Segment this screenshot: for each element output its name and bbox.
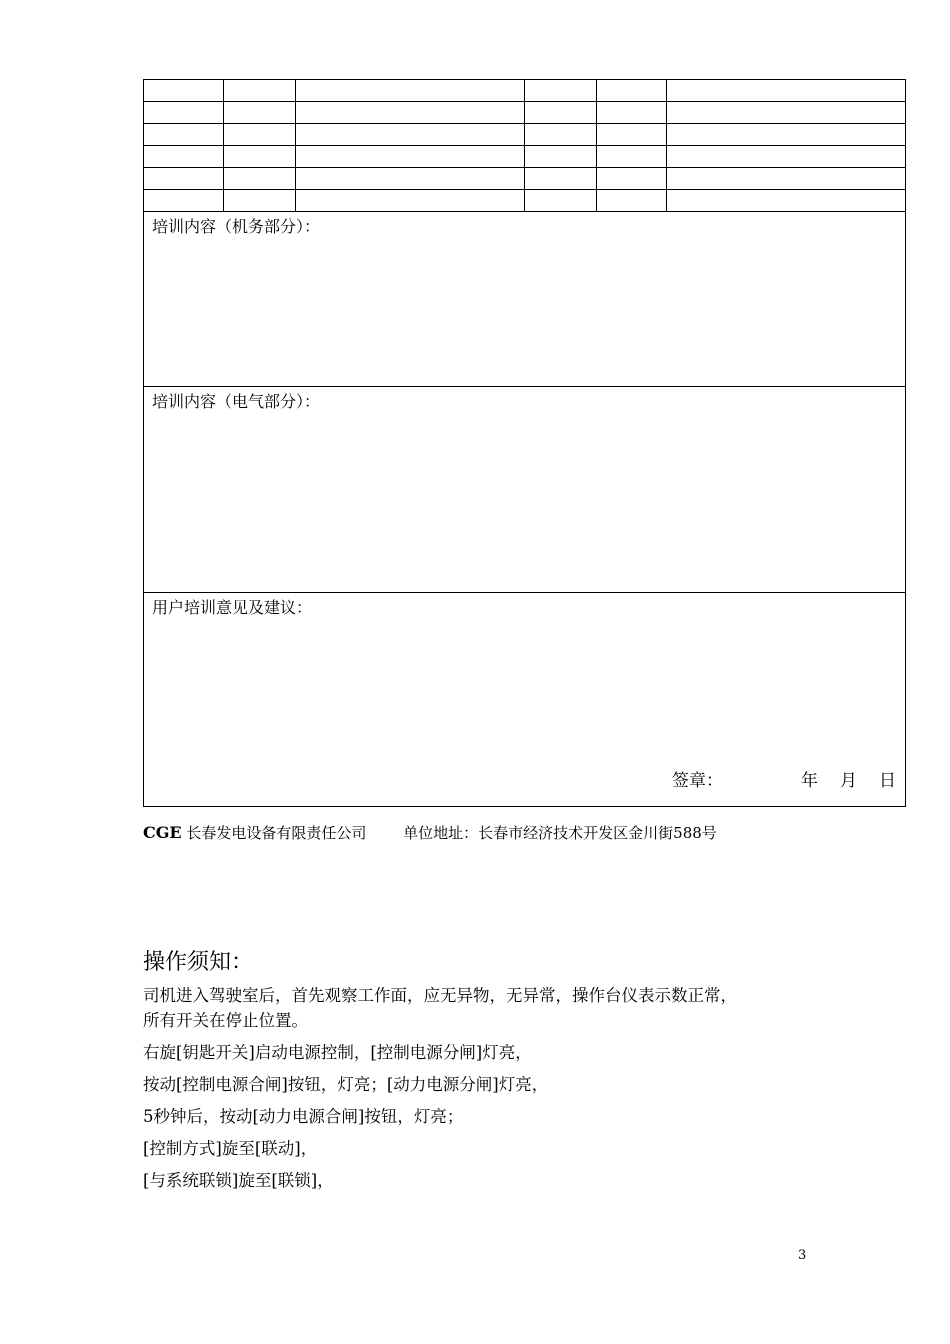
notice-paragraph: 按动[控制电源合闸]按钮，灯亮；[动力电源分闸]灯亮， bbox=[143, 1075, 549, 1094]
table-cell bbox=[597, 146, 667, 168]
section-opinion-row bbox=[144, 593, 906, 807]
table-cell bbox=[667, 80, 906, 102]
table-cell bbox=[667, 190, 906, 212]
table-cell bbox=[296, 102, 525, 124]
table-cell bbox=[525, 146, 597, 168]
section-mech-label: 培训内容（机务部分）： bbox=[152, 217, 321, 236]
table-row bbox=[144, 124, 906, 146]
table-cell bbox=[597, 124, 667, 146]
year-label: 年 bbox=[801, 771, 818, 791]
table-cell bbox=[667, 168, 906, 190]
table-cell bbox=[667, 124, 906, 146]
table-cell bbox=[525, 190, 597, 212]
company-address: 单位地址：长春市经济技术开发区金川街588号 bbox=[403, 824, 717, 842]
table-cell bbox=[144, 80, 224, 102]
table-cell bbox=[525, 80, 597, 102]
table-cell bbox=[667, 102, 906, 124]
notice-title: 操作须知： bbox=[143, 950, 254, 975]
table-cell bbox=[224, 168, 296, 190]
company-footer bbox=[143, 822, 717, 844]
table-row bbox=[144, 146, 906, 168]
section-elec-cell bbox=[144, 387, 906, 593]
day-label: 日 bbox=[879, 771, 896, 791]
notice-paragraph: [控制方式]旋至[联动]， bbox=[143, 1139, 318, 1158]
table-cell bbox=[597, 190, 667, 212]
table-cell bbox=[144, 124, 224, 146]
section-mech-cell bbox=[144, 212, 906, 387]
section-mech-row bbox=[144, 212, 906, 387]
company-name: 长春发电设备有限责任公司 bbox=[186, 824, 367, 842]
table-row bbox=[144, 168, 906, 190]
table-cell bbox=[224, 190, 296, 212]
table-cell bbox=[224, 146, 296, 168]
table-cell bbox=[296, 80, 525, 102]
table-cell bbox=[144, 168, 224, 190]
table-cell bbox=[296, 124, 525, 146]
table-cell bbox=[144, 190, 224, 212]
page-number: 3 bbox=[798, 1248, 807, 1263]
table-cell bbox=[296, 146, 525, 168]
table-cell bbox=[144, 146, 224, 168]
table-cell bbox=[597, 102, 667, 124]
table-cell bbox=[597, 80, 667, 102]
table-cell bbox=[224, 124, 296, 146]
section-opinion-label: 用户培训意见及建议： bbox=[152, 598, 313, 617]
table-cell bbox=[525, 124, 597, 146]
table-cell bbox=[224, 102, 296, 124]
section-opinion-cell bbox=[144, 593, 906, 807]
notice-paragraph: 司机进入驾驶室后，首先观察工作面，应无异物，无异常，操作台仪表示数正常， bbox=[143, 986, 737, 1005]
brand-logo-text: CGE bbox=[143, 823, 182, 842]
month-label: 月 bbox=[840, 771, 857, 791]
table-cell bbox=[144, 102, 224, 124]
training-record-table bbox=[143, 79, 906, 807]
table-row bbox=[144, 102, 906, 124]
table-cell bbox=[525, 102, 597, 124]
notice-paragraph: 5秒钟后，按动[动力电源合闸]按钮，灯亮； bbox=[143, 1107, 464, 1126]
table-cell bbox=[525, 168, 597, 190]
table-cell bbox=[296, 190, 525, 212]
notice-paragraph: 所有开关在停止位置。 bbox=[143, 1011, 308, 1030]
notice-paragraph: 右旋[钥匙开关]启动电源控制，[控制电源分闸]灯亮， bbox=[143, 1043, 532, 1062]
table-cell bbox=[296, 168, 525, 190]
table-cell bbox=[224, 80, 296, 102]
notice-paragraph: [与系统联锁]旋至[联锁]， bbox=[143, 1171, 334, 1190]
sign-label: 签章： bbox=[672, 771, 723, 791]
table-cell bbox=[667, 146, 906, 168]
table-row bbox=[144, 80, 906, 102]
table-cell bbox=[597, 168, 667, 190]
table-row bbox=[144, 190, 906, 212]
section-elec-label: 培训内容（电气部分）： bbox=[152, 392, 321, 411]
section-elec-row bbox=[144, 387, 906, 593]
